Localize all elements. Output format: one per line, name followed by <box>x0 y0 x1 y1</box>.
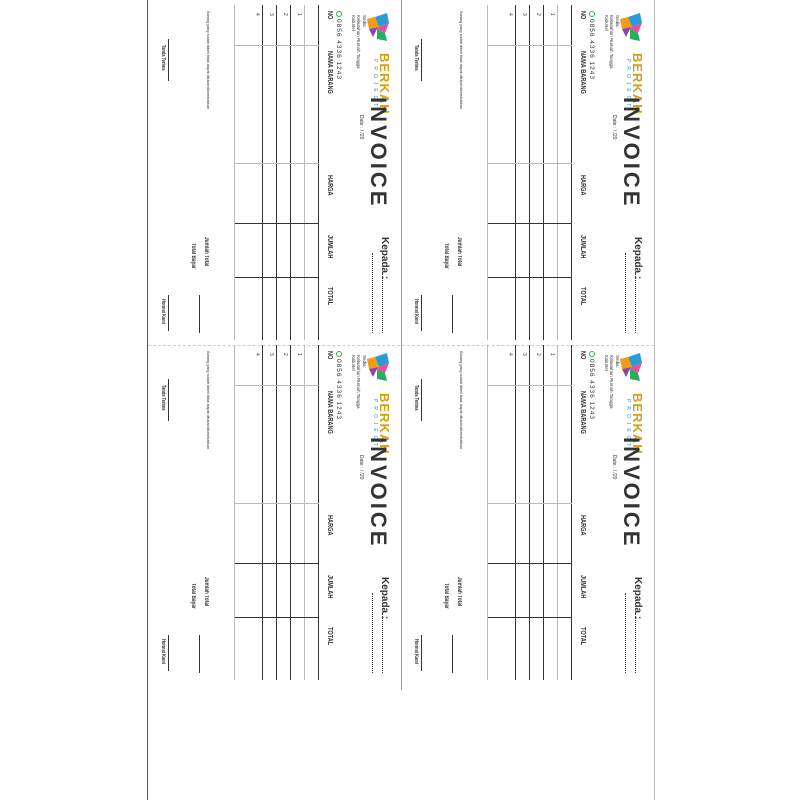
shop-line: Kab.Bel <box>351 15 356 31</box>
table-rule <box>304 5 305 340</box>
shop-line: Kab.Bel <box>604 355 609 371</box>
row-number: 4 <box>254 353 260 356</box>
invoice-title: INVOICE <box>619 437 644 549</box>
table-rule <box>262 5 263 340</box>
item-table <box>235 5 319 340</box>
column-divider <box>235 385 319 386</box>
column-header-qty: JUMLAH <box>579 235 588 259</box>
to-label: Kepada : <box>379 237 390 280</box>
row-number: 3 <box>268 353 274 356</box>
table-rule <box>290 5 291 340</box>
to-label: Kepada : <box>632 237 643 280</box>
brand-name: BERKAH <box>377 393 392 455</box>
item-table <box>235 345 319 680</box>
regards-signature-line <box>168 295 169 331</box>
shop-line: Kab.Bel <box>604 15 609 31</box>
item-table <box>488 345 572 680</box>
column-divider <box>235 503 319 504</box>
row-number: 2 <box>282 13 288 16</box>
shop-line: Sedia: <box>615 355 620 368</box>
sum-line <box>452 295 453 333</box>
regards-label: Hormat Kami <box>160 299 166 324</box>
column-divider <box>235 45 319 46</box>
shop-line: Kab.Bel <box>351 355 356 371</box>
sum-label: Jumlah Total <box>203 577 209 607</box>
table-rule <box>529 5 530 340</box>
to-dotted-line <box>372 593 373 673</box>
column-header-total: TOTAL <box>326 627 335 646</box>
shop-info <box>604 15 621 68</box>
table-rule <box>557 5 558 340</box>
table-rule <box>234 345 235 680</box>
invoice-form <box>402 5 650 340</box>
shop-info <box>351 355 368 408</box>
date-label: Date : / /20 <box>358 455 364 480</box>
phone-text: 0856 4336 1243 <box>335 19 342 80</box>
row-number: 1 <box>296 353 302 356</box>
phone-text: 0856 4336 1243 <box>335 359 342 420</box>
table-rule <box>318 345 319 680</box>
to-dotted-line <box>635 613 636 673</box>
recipient-label: Tanda Terima <box>160 45 166 71</box>
regards-label: Hormat Kami <box>160 639 166 664</box>
sum-line <box>199 635 200 673</box>
table-rule <box>290 345 291 680</box>
row-number: 1 <box>549 353 555 356</box>
table-rule <box>304 345 305 680</box>
brand-subtitle: PROJECT <box>372 399 378 451</box>
to-dotted-line <box>625 593 626 673</box>
invoice-form <box>149 5 397 340</box>
column-divider <box>235 277 319 278</box>
row-number: 3 <box>521 353 527 356</box>
paid-label: Total Bayar <box>443 243 449 269</box>
table-rule <box>515 345 516 680</box>
paid-label: Total Bayar <box>443 583 449 609</box>
table-rule <box>571 345 572 680</box>
paid-label: Total Bayar <box>190 243 196 269</box>
row-number: 1 <box>549 13 555 16</box>
sum-line <box>452 635 453 673</box>
invoice-form <box>149 345 397 680</box>
shop-line: Kebutuhan Rumah Tangga <box>609 355 615 409</box>
invoice-sheet <box>147 0 655 800</box>
table-rule <box>557 345 558 680</box>
logo-icon <box>365 11 391 51</box>
brand-subtitle: PROJECT <box>625 59 631 111</box>
table-rule <box>543 5 544 340</box>
recipient-label: Tanda Terima <box>413 385 419 411</box>
table-rule <box>318 5 319 340</box>
column-header-price: HARGA <box>579 175 588 196</box>
recipient-signature-line <box>168 39 169 81</box>
column-divider <box>235 223 319 224</box>
column-divider <box>235 617 319 618</box>
column-header-item: NAMA BARANG <box>326 391 335 434</box>
shop-info <box>604 355 621 408</box>
column-header-no: NO <box>579 351 588 360</box>
column-divider <box>488 385 572 386</box>
invoice-form <box>402 345 650 680</box>
column-header-qty: JUMLAH <box>326 235 335 259</box>
date-label: Date : / /20 <box>611 115 617 140</box>
regards-signature-line <box>168 635 169 671</box>
row-number: 4 <box>254 13 260 16</box>
row-number: 3 <box>521 13 527 16</box>
column-header-price: HARGA <box>326 515 335 536</box>
recipient-signature-line <box>168 379 169 421</box>
table-rule <box>487 5 488 340</box>
column-header-price: HARGA <box>326 175 335 196</box>
phone-text: 0856 4336 1243 <box>588 359 595 420</box>
to-label: Kepada : <box>379 577 390 620</box>
regards-label: Hormat Kami <box>413 299 419 324</box>
to-dotted-line <box>382 613 383 673</box>
to-dotted-line <box>635 273 636 333</box>
column-divider <box>488 563 572 564</box>
row-number: 1 <box>296 13 302 16</box>
recipient-signature-line <box>421 39 422 81</box>
table-rule <box>276 345 277 680</box>
logo-icon <box>618 11 644 51</box>
column-divider <box>488 223 572 224</box>
column-header-total: TOTAL <box>579 627 588 646</box>
brand-subtitle: PROJECT <box>625 399 631 451</box>
shop-line: Sedia: <box>362 15 367 28</box>
brand-subtitle: PROJECT <box>372 59 378 111</box>
phone-text: 0856 4336 1243 <box>588 19 595 80</box>
shop-line: Kebutuhan Rumah Tangga <box>356 15 362 69</box>
regards-signature-line <box>421 635 422 671</box>
row-number: 4 <box>507 353 513 356</box>
column-header-no: NO <box>326 351 335 360</box>
column-divider <box>488 503 572 504</box>
column-header-no: NO <box>326 11 335 20</box>
table-rule <box>529 345 530 680</box>
shop-line: Sedia: <box>615 15 620 28</box>
brand-name: BERKAH <box>377 53 392 115</box>
column-header-no: NO <box>579 11 588 20</box>
column-header-total: TOTAL <box>326 287 335 306</box>
column-divider <box>488 277 572 278</box>
footer-note: Barang yang sudah dibeli tidak dapat ditukar/dikembalikan <box>206 351 210 450</box>
date-label: Date : / /20 <box>358 115 364 140</box>
to-label: Kepada : <box>632 577 643 620</box>
row-number: 4 <box>507 13 513 16</box>
table-header <box>319 5 341 340</box>
regards-label: Hormat Kami <box>413 639 419 664</box>
brand-name: BERKAH <box>630 393 645 455</box>
invoice-title: INVOICE <box>366 97 391 209</box>
footer-note: Barang yang sudah dibeli tidak dapat ditukar/dikembalikan <box>459 351 463 450</box>
footer-note: Barang yang sudah dibeli tidak dapat ditukar/dikembalikan <box>459 11 463 110</box>
column-divider <box>488 617 572 618</box>
invoice-title: INVOICE <box>619 97 644 209</box>
column-divider <box>488 45 572 46</box>
invoice-title: INVOICE <box>366 437 391 549</box>
to-dotted-line <box>625 253 626 333</box>
table-rule <box>515 5 516 340</box>
table-rule <box>234 5 235 340</box>
to-dotted-line <box>372 253 373 333</box>
shop-line: Sedia: <box>362 355 367 368</box>
logo-icon <box>618 351 644 391</box>
brand-name: BERKAH <box>630 53 645 115</box>
shop-line: Kebutuhan Rumah Tangga <box>356 355 362 409</box>
shop-line: Kebutuhan Rumah Tangga <box>609 15 615 69</box>
column-header-total: TOTAL <box>579 287 588 306</box>
column-header-item: NAMA BARANG <box>579 51 588 94</box>
table-header <box>572 345 594 680</box>
table-header <box>572 5 594 340</box>
column-divider <box>235 163 319 164</box>
regards-signature-line <box>421 295 422 331</box>
table-rule <box>276 5 277 340</box>
date-label: Date : / /20 <box>611 455 617 480</box>
sum-label: Jumlah Total <box>456 237 462 267</box>
recipient-label: Tanda Terima <box>413 45 419 71</box>
footer-note: Barang yang sudah dibeli tidak dapat ditukar/dikembalikan <box>206 11 210 110</box>
row-number: 3 <box>268 13 274 16</box>
column-header-item: NAMA BARANG <box>326 51 335 94</box>
recipient-label: Tanda Terima <box>160 385 166 411</box>
table-rule <box>262 345 263 680</box>
table-header <box>319 345 341 680</box>
paid-label: Total Bayar <box>190 583 196 609</box>
column-header-qty: JUMLAH <box>326 575 335 599</box>
row-number: 2 <box>282 353 288 356</box>
table-rule <box>487 345 488 680</box>
table-rule <box>543 345 544 680</box>
sum-label: Jumlah Total <box>203 237 209 267</box>
recipient-signature-line <box>421 379 422 421</box>
column-header-price: HARGA <box>579 515 588 536</box>
column-header-qty: JUMLAH <box>579 575 588 599</box>
column-divider <box>235 563 319 564</box>
sum-line <box>199 295 200 333</box>
row-number: 2 <box>535 13 541 16</box>
item-table <box>488 5 572 340</box>
shop-info <box>351 15 368 68</box>
table-rule <box>571 5 572 340</box>
sum-label: Jumlah Total <box>456 577 462 607</box>
row-number: 2 <box>535 353 541 356</box>
logo-icon <box>365 351 391 391</box>
column-divider <box>488 163 572 164</box>
to-dotted-line <box>382 273 383 333</box>
column-header-item: NAMA BARANG <box>579 391 588 434</box>
